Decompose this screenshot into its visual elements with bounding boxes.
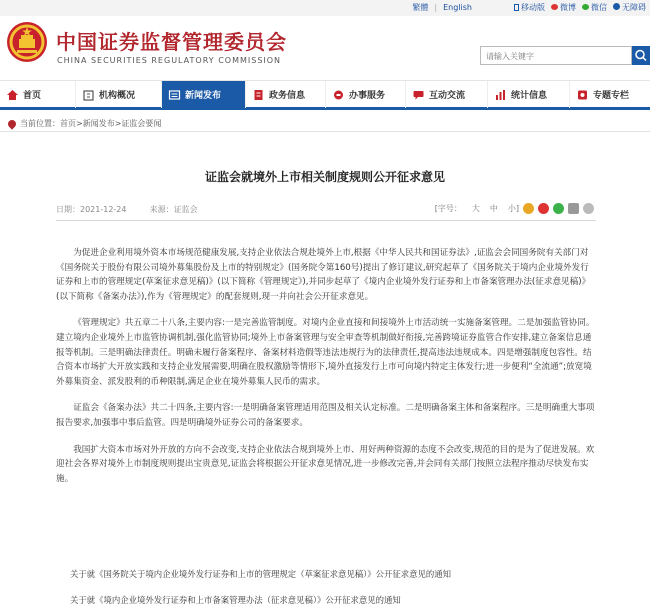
font-medium-button[interactable]: 中 (489, 204, 498, 213)
share-wechat-icon[interactable] (553, 203, 564, 214)
accessibility-icon (613, 3, 620, 10)
font-size-label: [字号： (434, 204, 462, 213)
close-window-icon[interactable] (583, 203, 594, 214)
article-body (56, 246, 596, 498)
wechat-icon (582, 4, 589, 10)
location-pin-icon (6, 118, 17, 129)
nav-item-home[interactable] (0, 81, 76, 108)
search-button[interactable] (632, 46, 650, 65)
accessibility-link[interactable]: 无障碍 (613, 2, 646, 13)
nav-label: 互动交流 (429, 91, 466, 101)
mobile-icon (514, 4, 519, 11)
building-icon (82, 89, 95, 101)
wechat-link[interactable]: 微信 (582, 2, 607, 13)
search-icon (632, 46, 650, 65)
attachment-link[interactable]: 关于就《国务院关于境内企业境外发行证券和上市的管理规定（草案征求意见稿）》公开征求意见的通知 (70, 569, 452, 579)
breadcrumb-path[interactable]: 首页>新闻发布>证监会要闻 (60, 119, 162, 128)
document-icon (252, 89, 265, 101)
site-header (0, 16, 650, 78)
nav-item-topics[interactable] (570, 81, 650, 108)
article-paragraph: 《管理规定》共五章二十八条,主要内容:一是完善监管制度。对境内企业直接和间接境外上市活动统一实施备案管理。二是加强监管协同。建立境内企业境外上市监管协调机制,强化监管协同;境外上市备案管理与安全审查等机制做好衔接,完善跨境证券监管合作安排,建立备案信息通报等机制。三是明确法律责任。明确未履行备案程序、备案材料造假等违法违规行为的法律责任,提高违法违规成本。四是增强制度包容性。结合资本市场扩大开放实践和支持企业发展需要,明确在股权激励等情形下,境外直接发行上市可向境内特定主体发行;进一步便利“全流通”;放宽境外募集资金、派发股利的币种限制,满足企业在境外募集人民币的需求。 (56, 318, 595, 387)
article-date: 日期：2021-12-24 (56, 205, 127, 214)
traditional-chinese-link[interactable]: 繁體 (412, 3, 429, 12)
separator: | (434, 3, 438, 12)
nav-label: 机构概况 (99, 91, 136, 101)
nav-item-statistics[interactable] (488, 81, 570, 108)
attachment-link[interactable]: 关于就《境内企业境外发行证券和上市备案管理办法（征求意见稿）》公开征求意见的通知 (70, 595, 401, 605)
utility-links (412, 2, 646, 13)
weibo-icon (551, 4, 558, 10)
share-weibo-icon[interactable] (538, 203, 549, 214)
topic-icon (576, 89, 589, 101)
news-icon (168, 89, 181, 101)
nav-item-services[interactable] (326, 81, 406, 108)
site-title-en: CHINA SECURITIES REGULATORY COMMISSION (57, 56, 282, 65)
article-paragraph: 我国扩大资本市场对外开放的方向不会改变,支持企业依法合规到境外上市、用好两种资源的态度不会改变,规范的目的是为了促进发展。欢迎社会各界对境外上市制度规则提出宝贵意见,证监会将根据公开征求意见情况,进一步修改完善,并会同有关部门按照立法程序推动尽快发布实施。 (56, 444, 595, 484)
national-emblem-icon[interactable] (6, 20, 48, 64)
article-title: 证监会就境外上市相关制度规则公开征求意见 (204, 170, 445, 184)
weibo-link[interactable]: 微博 (551, 2, 576, 13)
print-icon[interactable] (568, 203, 579, 214)
article-meta (56, 204, 198, 215)
nav-label: 新闻发布 (185, 91, 222, 101)
site-title-cn[interactable]: 中国证券监督管理委员会 (56, 30, 287, 54)
divider (56, 220, 596, 221)
nav-label: 首页 (23, 91, 42, 101)
nav-item-about[interactable] (76, 81, 162, 108)
nav-item-interaction[interactable] (406, 81, 488, 108)
service-icon (332, 89, 345, 101)
main-nav (0, 80, 650, 110)
mobile-link[interactable]: 移动版 (514, 2, 545, 13)
nav-label: 办事服务 (349, 91, 386, 101)
breadcrumb (8, 118, 161, 129)
nav-label: 统计信息 (511, 91, 548, 101)
divider (0, 131, 650, 132)
nav-item-gov-info[interactable] (246, 81, 326, 108)
top-utility-bar (0, 0, 650, 16)
nav-label: 政务信息 (269, 91, 306, 101)
english-link[interactable]: English (443, 3, 472, 12)
share-qzone-icon[interactable] (523, 203, 534, 214)
chat-icon (412, 89, 425, 101)
article-paragraph: 证监会《备案办法》共二十四条,主要内容:一是明确备案管理适用范围及相关认定标准。二是明确备案主体和备案程序。三是明确重大事项报告要求,加强事中事后监管。四是明确境外证券公司的备案要求。 (56, 403, 595, 428)
bar-chart-icon (494, 89, 507, 101)
breadcrumb-prefix: 当前位置： (20, 119, 60, 128)
article-source: 来源：证监会 (149, 205, 198, 214)
font-small-button[interactable]: 小] (507, 204, 519, 213)
article-paragraph: 为促进企业利用境外资本市场规范健康发展,支持企业依法合规赴境外上市,根据《中华人民共和国证券法》,证监会会同国务院有关部门对《国务院关于股份有限公司境外募集股份及上市的特别规定》(国务院令第160号)提出了修订建议,研究起草了《国务院关于境内企业境外发行证券和上市的管理规定(草案征求意见稿)》(以下简称《管理规定》),并同步起草了《境内企业境外发行证券和上市备案管理办法(征求意见稿)》(以下简称《备案办法》),作为《管理规定》的配套规则,现一并向社会公开征求意见。 (56, 248, 591, 302)
home-icon (6, 89, 19, 101)
article-tools (435, 203, 594, 214)
search-input[interactable]: 请输入关键字 (480, 46, 632, 65)
nav-label: 专题专栏 (593, 91, 630, 101)
font-large-button[interactable]: 大 (471, 204, 480, 213)
nav-item-news[interactable] (162, 81, 246, 108)
